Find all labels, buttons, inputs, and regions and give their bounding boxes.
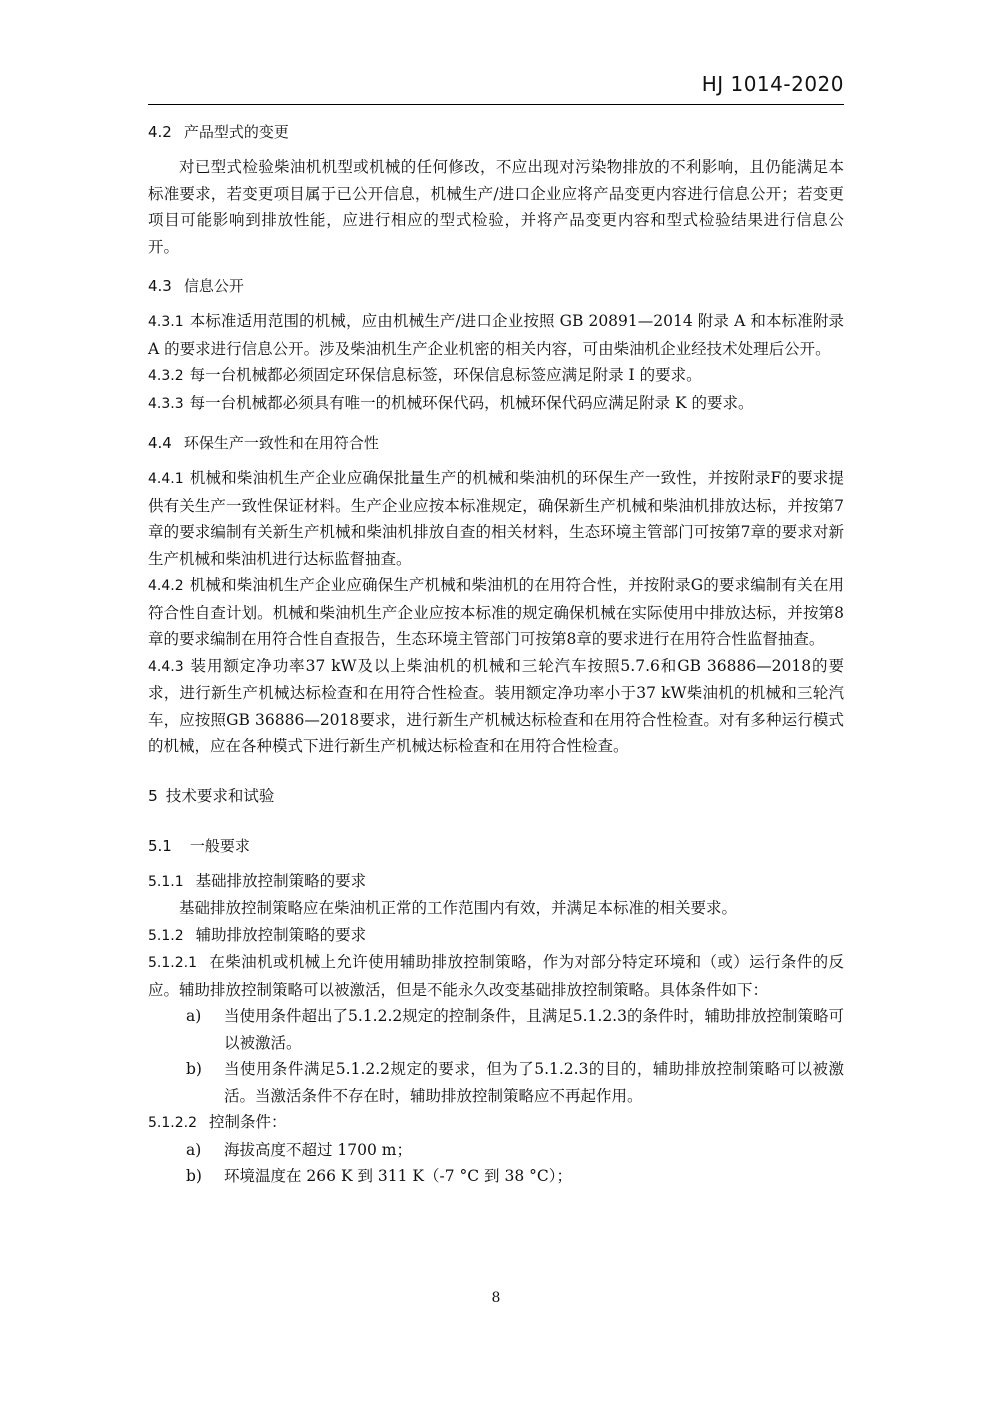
list-item xyxy=(148,1137,844,1164)
clause-text: 每一台机械都必须固定环保信息标签，环保信息标签应满足附录 I 的要求。 xyxy=(189,366,702,384)
list-item-text: 当使用条件超出了5.1.2.2规定的控制条件，且满足5.1.2.3的条件时，辅助排放控制策略可以被激活。 xyxy=(224,1007,844,1052)
clause-5-1-1-heading xyxy=(148,868,844,896)
clause-number: 4.3.3 xyxy=(148,395,184,412)
section-title: 一般要求 xyxy=(189,836,250,855)
chapter-title: 技术要求和试验 xyxy=(165,786,275,805)
clause-4-4-2 xyxy=(148,572,844,653)
clause-5-1-2-1 xyxy=(148,949,844,1003)
section-4-2-body: 对已型式检验柴油机机型或机械的任何修改，不应出现对污染物排放的不利影响，且仍能满足本标准要求，若变更项目属于已公开信息，机械生产/进口企业应将产品变更内容进行信息公开；若变更项目可能影响到排放性能，应进行相应的型式检验，并将产品变更内容和型式检验结果进行信息公开。 xyxy=(148,158,844,256)
clause-number: 4.4.1 xyxy=(148,471,184,487)
list-marker: a) xyxy=(186,1140,202,1159)
clause-number: 5.1.2 xyxy=(148,927,184,944)
clause-number: 5.1.2.1 xyxy=(148,955,197,971)
header-rule xyxy=(148,104,844,105)
clause-5-1-1-body: 基础排放控制策略应在柴油机正常的工作范围内有效，并满足本标准的相关要求。 xyxy=(179,899,738,917)
list-item xyxy=(148,1056,844,1109)
section-number: 4.4 xyxy=(148,434,172,452)
section-4-4-heading xyxy=(148,429,844,457)
clause-5-1-2-2-heading xyxy=(148,1109,844,1137)
page-number: 8 xyxy=(491,1290,501,1306)
clause-text: 装用额定净功率37 kW及以上柴油机的机械和三轮汽车按照5.7.6和GB 36886—2018的要求，进行新生产机械达标检查和在用符合性检查。装用额定净功率小于37 kW柴油机的机械和三轮汽车，应按照GB 36886—2018要求，进行新生产机械达标检查和在用符合性检查。对有多种运行模式的机械，应在各种模式下进行新生产机械达标检查和在用符合性检查。 xyxy=(148,656,844,755)
clause-title: 基础排放控制策略的要求 xyxy=(195,871,367,890)
page-body xyxy=(148,118,844,1190)
clause-5-1-2-heading xyxy=(148,922,844,950)
clause-4-4-3 xyxy=(148,653,844,760)
section-title: 信息公开 xyxy=(183,277,244,295)
clause-text: 机械和柴油机生产企业应确保批量生产的机械和柴油机的环保生产一致性，并按附录F的要求提供有关生产一致性保证材料。生产企业应按本标准规定，确保新生产机械和柴油机排放达标，并按第7章的要求编制有关新生产机械和柴油机排放自查的相关材料，生态环境主管部门可按第7章的要求对新生产机械和柴油机进行达标监督抽查。 xyxy=(148,469,844,568)
section-title: 环保生产一致性和在用符合性 xyxy=(183,434,379,452)
list-marker: b) xyxy=(186,1167,202,1185)
clause-4-3-3 xyxy=(148,390,844,418)
clause-title: 辅助排放控制策略的要求 xyxy=(195,925,367,944)
section-number: 5.1 xyxy=(148,836,172,855)
clause-4-3-2 xyxy=(148,362,844,390)
clause-text: 本标准适用范围的机械，应由机械生产/进口企业按照 GB 20891—2014 附录 A 和本标准附录 A 的要求进行信息公开。涉及柴油机生产企业机密的相关内容，可由柴油机企业经技术处理后公开。 xyxy=(148,312,844,358)
clause-text: 机械和柴油机生产企业应确保生产机械和柴油机的在用符合性，并按附录G的要求编制有关在用符合性自查计划。机械和柴油机生产企业应按本标准的规定确保机械在实际使用中排放达标，并按第8章的要求编制在用符合性自查报告，生态环境主管部门可按第8章的要求进行在用符合性监督抽查。 xyxy=(148,576,844,648)
clause-number: 4.3.1 xyxy=(148,314,184,330)
list-item-text: 环境温度在 266 K 到 311 K（-7 °C 到 38 °C）； xyxy=(224,1167,572,1185)
clause-5-1-2-1-list xyxy=(148,1003,844,1109)
clause-number: 4.4.3 xyxy=(148,658,184,675)
clause-number: 5.1.1 xyxy=(148,873,184,890)
section-number: 4.3 xyxy=(148,277,172,295)
list-item xyxy=(148,1163,844,1190)
document-code: HJ 1014-2020 xyxy=(701,72,844,96)
clause-number: 4.3.2 xyxy=(148,368,184,384)
clause-text: 在柴油机或机械上允许使用辅助排放控制策略，作为对部分特定环境和（或）运行条件的反应。辅助排放控制策略可以被激活，但是不能永久改变基础排放控制策略。具体条件如下： xyxy=(148,953,844,999)
chapter-number: 5 xyxy=(148,786,158,805)
clause-text: 每一台机械都必须具有唯一的机械环保代码，机械环保代码应满足附录 K 的要求。 xyxy=(189,393,754,412)
chapter-5-heading xyxy=(148,782,844,810)
list-item xyxy=(148,1003,844,1056)
clause-title: 控制条件： xyxy=(208,1113,287,1131)
section-number: 4.2 xyxy=(148,123,172,141)
clause-number: 4.4.2 xyxy=(148,578,184,594)
clause-4-4-1 xyxy=(148,465,844,572)
section-4-2-heading xyxy=(148,118,844,146)
section-4-3-heading xyxy=(148,272,844,300)
list-marker: a) xyxy=(186,1007,202,1025)
section-title: 产品型式的变更 xyxy=(183,123,289,141)
clause-4-3-1 xyxy=(148,308,844,362)
list-item-text: 海拔高度不超过 1700 m； xyxy=(224,1140,412,1159)
list-marker: b) xyxy=(186,1060,202,1078)
clause-5-1-2-2-list xyxy=(148,1137,844,1190)
list-item-text: 当使用条件满足5.1.2.2规定的要求，但为了5.1.2.3的目的，辅助排放控制策略可以被激活。当激活条件不存在时，辅助排放控制策略应不再起作用。 xyxy=(224,1060,844,1105)
clause-number: 5.1.2.2 xyxy=(148,1115,197,1131)
section-5-1-heading xyxy=(148,832,844,860)
